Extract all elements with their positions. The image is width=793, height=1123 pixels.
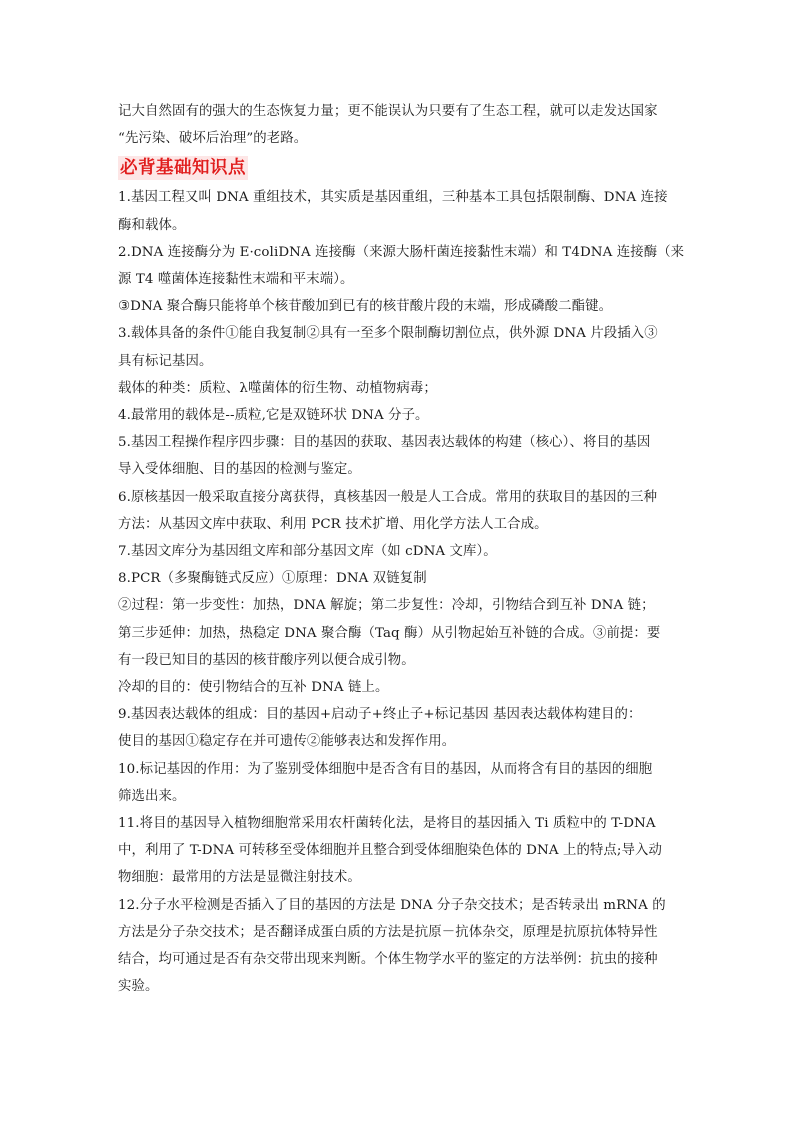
text-line: 记大自然固有的强大的生态恢复力量；更不能误认为只要有了生态工程，就可以走发达国家	[118, 104, 658, 119]
text-line: “先污染、破坏后治理”的老路。	[118, 131, 308, 147]
text-line: 6.原核基因一般采取直接分离获得，真核基因一般是人工合成。常用的获取目的基因的三种	[118, 489, 658, 505]
text-line: 12.分子水平检测是否插入了目的基因的方法是 DNA 分子杂交技术；是否转录出 mRNA 的	[118, 897, 666, 913]
text-line: 5.基因工程操作程序四步骤：目的基因的获取、基因表达载体的构建（核心）、将目的基因	[118, 435, 651, 451]
section-heading-wrap	[118, 156, 678, 182]
text-line: 1.基因工程又叫 DNA 重组技术，其实质是基因重组，三种基本工具包括限制酶、DNA 连接	[118, 190, 668, 206]
text-line: 2.DNA 连接酶分为 E·coliDNA 连接酶（来源大肠杆菌连接黏性末端）和 T4DNA 连接酶（来	[118, 244, 685, 260]
text-line: 实验。	[118, 979, 159, 995]
section-heading: 必背基础知识点	[120, 158, 246, 179]
text-line: 载体的种类：质粒、λ噬菌体的衍生物、动植物病毒；	[118, 380, 437, 396]
text-line: 中，利用了 T-DNA 可转移至受体细胞并且整合到受体细胞染色体的 DNA 上的特点;导入动	[118, 843, 663, 859]
text-line: 筛选出来。	[118, 788, 186, 804]
text-line: 源 T4 噬菌体连接黏性末端和平末端）。	[118, 272, 354, 288]
text-line: 3.载体具备的条件①能自我复制②具有一至多个限制酶切割位点，供外源 DNA 片段插入③	[118, 326, 658, 342]
text-line: 8.PCR（多聚酶链式反应）①原理：DNA 双链复制	[118, 571, 427, 587]
document-page	[118, 98, 685, 1001]
text-line: 冷却的目的：使引物结合的互补 DNA 链上。	[118, 680, 389, 696]
text-line: 酶和载体。	[118, 217, 186, 233]
text-line: ③DNA 聚合酶只能将单个核苷酸加到已有的核苷酸片段的末端，形成磷酸二酯键。	[118, 299, 613, 315]
intro-paragraph	[118, 98, 678, 152]
text-line: 第三步延伸：加热，热稳定 DNA 聚合酶（Taq 酶）从引物起始互补链的合成。③前提：要	[118, 625, 661, 641]
text-line: 使目的基因①稳定存在并可遗传②能够表达和发挥作用。	[118, 734, 456, 750]
knowledge-points	[118, 184, 685, 1000]
text-line: 有一段已知目的基因的核苷酸序列以便合成引物。	[118, 652, 415, 668]
text-line: 物细胞：最常用的方法是显微注射技术。	[118, 870, 361, 886]
text-line: 7.基因文库分为基因组文库和部分基因文库（如 cDNA 文库）。	[118, 544, 497, 560]
text-line: 10.标记基因的作用：为了鉴别受体细胞中是否含有目的基因，从而将含有目的基因的细胞	[118, 761, 653, 777]
text-line: 导入受体细胞、目的基因的检测与鉴定。	[118, 462, 361, 478]
text-line: ②过程：第一步变性：加热，DNA 解旋；第二步复性：冷却，引物结合到互补 DNA 链；	[118, 598, 655, 614]
text-line: 结合，均可通过是否有杂交带出现来判断。个体生物学水平的鉴定的方法举例：抗虫的接种	[118, 952, 658, 968]
text-line: 11.将目的基因导入植物细胞常采用农杆菌转化法，是将目的基因插入 Ti 质粒中的 T-DNA	[118, 816, 656, 832]
text-line: 9.基因表达载体的组成：目的基因+启动子+终止子+标记基因 基因表达载体构建目的：	[118, 707, 642, 723]
text-line: 4.最常用的载体是--质粒,它是双链环状 DNA 分子。	[118, 408, 429, 424]
text-line: 方法：从基因文库中获取、利用 PCR 技术扩增、用化学方法人工合成。	[118, 516, 548, 532]
text-line: 具有标记基因。	[118, 353, 213, 369]
text-line: 方法是分子杂交技术；是否翻译成蛋白质的方法是抗原－抗体杂交，原理是抗原抗体特异性	[118, 924, 658, 940]
